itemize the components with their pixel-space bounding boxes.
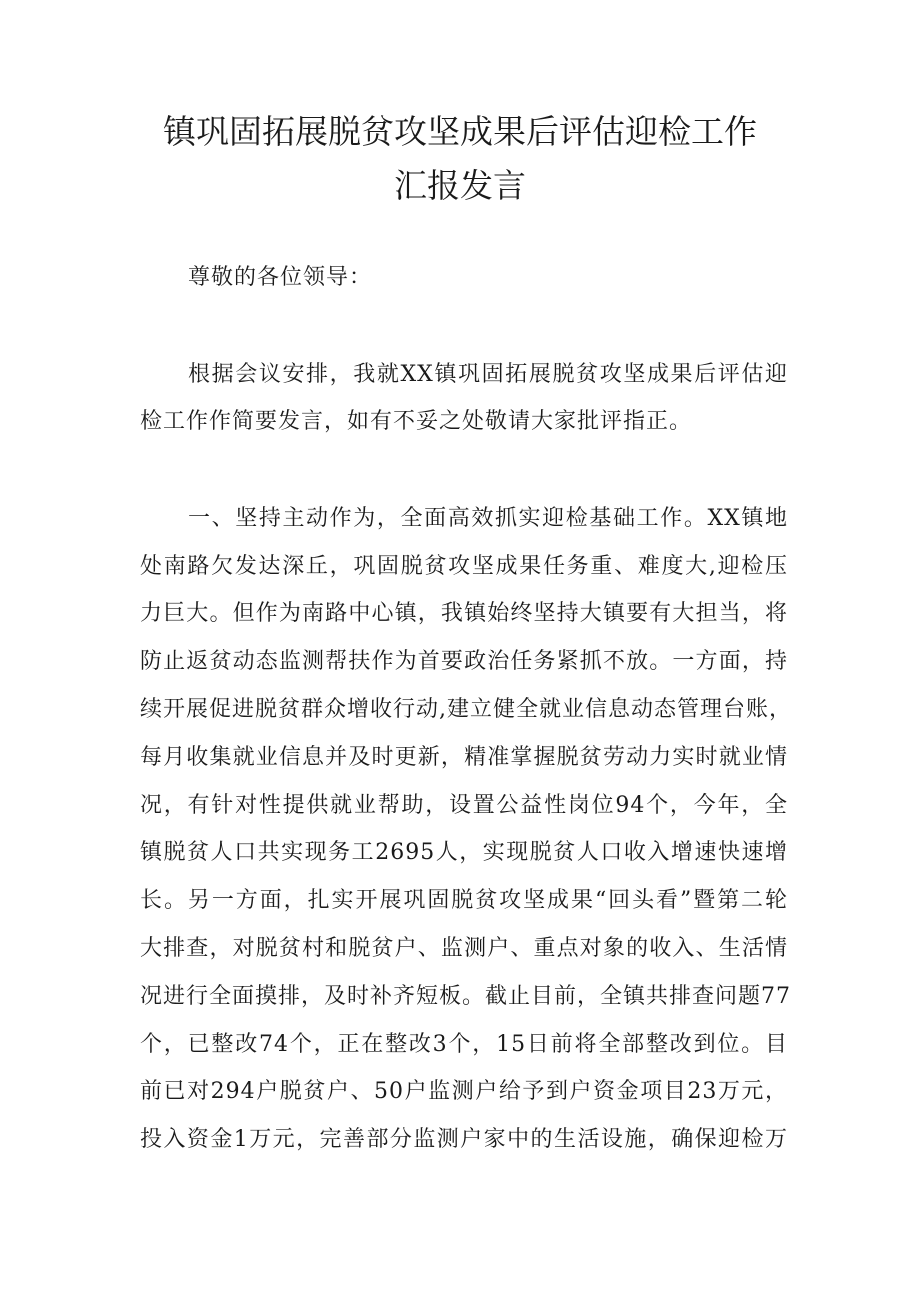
document-title-line-1: 镇巩固拓展脱贫攻坚成果后评估迎检工作 — [163, 112, 757, 151]
salutation: 尊敬的各位领导： — [188, 265, 373, 290]
paragraph-2-line: 一、坚持主动作为，全面高效抓实迎检基础工作。XX镇地 — [188, 506, 788, 531]
paragraph-2-line: 每月收集就业信息并及时更新，精准掌握脱贫劳动力实时就业情 — [140, 745, 788, 770]
paragraph-2-line: 长。另一方面，扎实开展巩固脱贫攻坚成果“回头看”暨第二轮 — [140, 888, 788, 913]
document-title-line-2: 汇报发言 — [394, 166, 526, 205]
paragraph-2-line: 况进行全面摸排，及时补齐短板。截止目前，全镇共排查问题77 — [140, 984, 791, 1009]
paragraph-2-line: 力巨大。但作为南路中心镇，我镇始终坚持大镇要有大担当，将 — [140, 601, 788, 626]
paragraph-1-line: 根据会议安排，我就XX镇巩固拓展脱贫攻坚成果后评估迎 — [188, 362, 788, 387]
paragraph-2-line: 个，已整改74个，正在整改3个，15日前将全部整改到位。目 — [140, 1032, 788, 1057]
paragraph-2-line: 大排查，对脱贫村和脱贫户、监测户、重点对象的收入、生活情 — [140, 936, 788, 961]
paragraph-2-line: 投入资金1万元，完善部分监测户家中的生活设施，确保迎检万 — [140, 1127, 788, 1152]
paragraph-2-line: 防止返贫动态监测帮扶作为首要政治任务紧抓不放。一方面，持 — [140, 649, 788, 674]
paragraph-2-line: 镇脱贫人口共实现务工2695人，实现脱贫人口收入增速快速增 — [140, 840, 788, 865]
paragraph-2-line: 况，有针对性提供就业帮助，设置公益性岗位94个，今年，全 — [140, 793, 788, 818]
paragraph-2-line: 续开展促进脱贫群众增收行动,建立健全就业信息动态管理台账， — [140, 697, 792, 722]
paragraph-2-line: 前已对294户脱贫户、50户监测户给予到户资金项目23万元， — [140, 1079, 788, 1104]
paragraph-2-line: 处南路欠发达深丘，巩固脱贫攻坚成果任务重、难度大,迎检压 — [140, 554, 788, 579]
paragraph-1-line: 检工作作简要发言，如有不妥之处敬请大家批评指正。 — [140, 409, 693, 434]
